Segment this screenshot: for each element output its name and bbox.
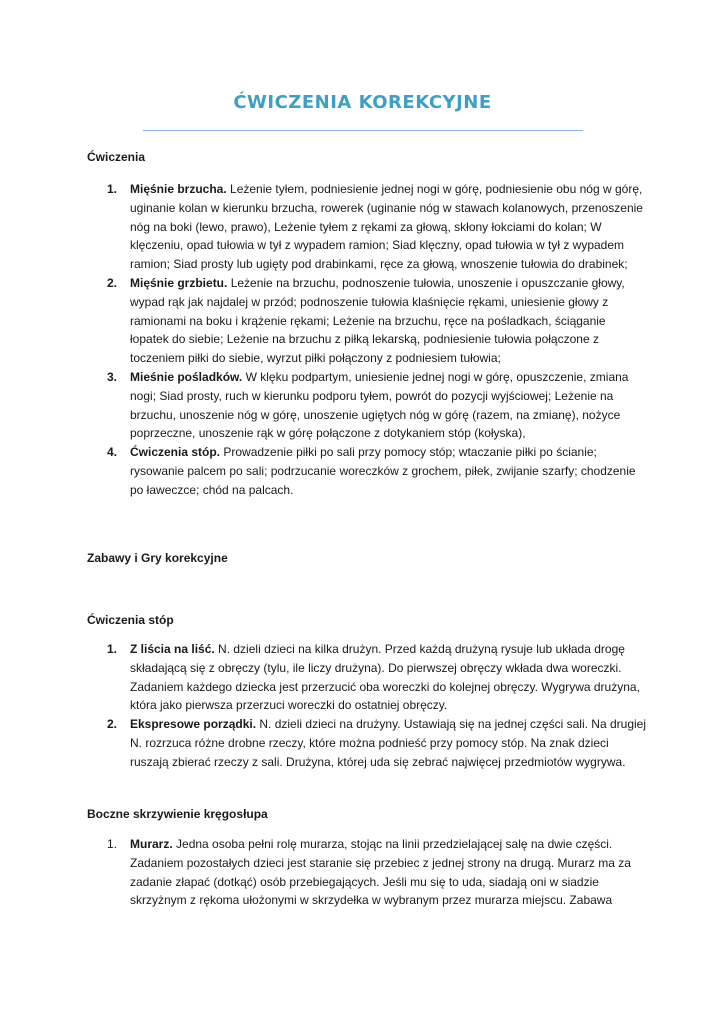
item-number: 1.	[107, 182, 118, 196]
item-text: Leżenie na brzuchu, podnoszenie tułowia, unoszenie i opuszczanie głowy, wypad rąk jak najdalej w przód; podnoszenie tułowia klaśnięcie rękami, uniesienie głowy z ramionami na boku i krążenie rękami; Leżenie na brzuchu, ręce na pośladkach, ściąganie łopatek do siebie; Leżenie na brzuchu z piłką lekarską, podniesienie tułowia połączone z toczeniem piłki do siebie, wyrzut piłki połączony z podniesiem tułowia;	[130, 275, 625, 366]
item-label: Ćwiczenia stóp.	[130, 445, 221, 460]
list-item	[87, 274, 647, 368]
item-label: Mięśnie grzbietu.	[130, 275, 228, 290]
item-label: Mieśnie pośladków.	[130, 369, 243, 384]
section-heading-zabawy: Zabawy i Gry korekcyjne	[87, 551, 228, 565]
item-text: Leżenie tyłem, podniesienie jednej nogi w górę, podniesienie obu nóg w górę, uginanie kolan w kierunku brzucha, rowerek (uginanie nóg w stawach kolanowych, przenoszenie nóg na boki (lewo, prawo), Leżenie tyłem z rękami za głową, skłony łokciami do kolan; W klęczeniu, opad tułowia w tył z wypadem ramion; Siad klęczny, opad tułowia w tył z wypadem ramion; Siad prosty lub ugięty pod drabinkami, ręce za głową, wnoszenie tułowia do drabinek;	[130, 182, 643, 272]
game-list-feet	[87, 640, 647, 772]
list-item	[87, 443, 647, 499]
exercise-list	[87, 180, 647, 500]
list-item	[87, 835, 647, 910]
item-label: Murarz.	[130, 837, 173, 851]
page-title: ĆWICZENIA KOREKCYJNE	[233, 92, 492, 113]
item-text: Jedna osoba pełni rolę murarza, stojąc na linii przedzielającej salę na dwie części. Zadaniem pozostałych dzieci jest staranie się przebiec z jednej strony na drugą. Murarz ma za zadanie złapać (dotkąć) osób przebiegających. Jeśli mu się to uda, siadają oni w siadzie skrzyżnym z rękoma ułożonymi w skrzydełka w wybranym przez murarza miejscu. Zabawa	[130, 837, 631, 908]
item-label: Z liścia na liść.	[130, 642, 215, 656]
list-item	[87, 368, 647, 443]
section-heading-boczne-skrzywienie: Boczne skrzywienie kręgosłupa	[87, 807, 268, 821]
item-text: Prowadzenie piłki po sali przy pomocy stóp; wtaczanie piłki po ścianie; rysowanie palcem po sali; podrzucanie woreczków z grochem, piłek, zwijanie szarfy; chodzenie po ławeczce; chód na palcach.	[130, 445, 636, 497]
list-item	[87, 180, 647, 274]
item-text: N. dzieli dzieci na kilka drużyn. Przed każdą drużyną rysuje lub układa drogę składającą się z obręczy (tylu, ile liczy drużyna). Do pierwszej obręczy wkłada dwa woreczki. Zadaniem każdego dziecka jest przerzucić oba woreczki do kolejnej obręczy. Wygrywa drużyna, która jako pierwsza przerzuci woreczki do ostatniej obręczy.	[130, 642, 640, 713]
title-underline	[143, 130, 583, 131]
game-list-spine	[87, 835, 647, 910]
item-number: 3.	[107, 369, 118, 384]
item-label: Mięśnie brzucha.	[130, 182, 227, 196]
item-number: 2.	[107, 275, 118, 290]
list-item	[87, 715, 647, 771]
item-number: 1.	[107, 837, 118, 851]
item-text: W klęku podpartym, uniesienie jednej nogi w górę, opuszczenie, zmiana nogi; Siad prosty, ruch w kierunku podporu tyłem, powrót do pozycji wyjściowej; Leżenie na brzuchu, unoszenie nóg w górę, unoszenie ugiętych nóg w górę (razem, na zmianę), nożyce poprzeczne, unoszenie rąk w górę połączone z dotykaniem stóp (kołyska),	[130, 369, 629, 441]
list-item	[87, 640, 647, 715]
item-number: 4.	[107, 445, 118, 460]
item-number: 2.	[107, 717, 118, 732]
section-heading-cwiczenia: Ćwiczenia	[87, 150, 146, 164]
item-label: Ekspresowe porządki.	[130, 717, 257, 732]
item-text: N. dzieli dzieci na drużyny. Ustawiają się na jednej części sali. Na drugiej N. rozrzuca różne drobne rzeczy, które można podnieść przy pomocy stóp. Na znak dzieci ruszają zbierać rzeczy z sali. Drużyna, której uda się zebrać najwięcej przedmiotów wygrywa.	[130, 717, 646, 769]
section-heading-cwiczenia-stop: Ćwiczenia stóp	[87, 613, 174, 627]
item-number: 1.	[107, 642, 118, 656]
